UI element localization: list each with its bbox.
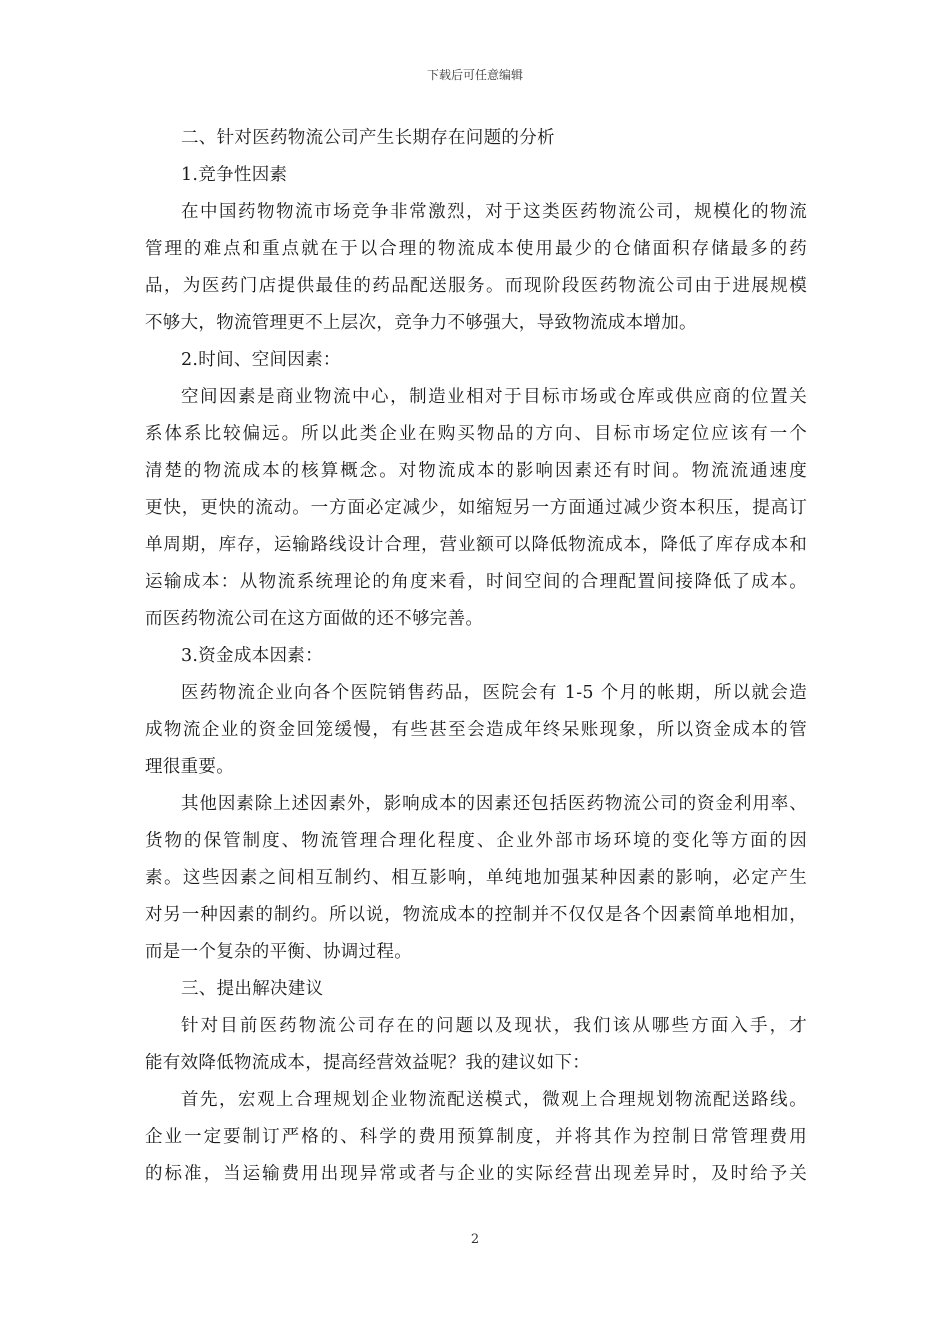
- text-line: 管理的难点和重点就在于以合理的物流成本使用最少的仓储面积存储最多的药: [145, 239, 807, 259]
- text-line: 清楚的物流成本的核算概念。对物流成本的影响因素还有时间。物流流通速度: [145, 461, 807, 481]
- text-line: 针对目前医药物流公司存在的问题以及现状，我们该从哪些方面入手，才: [181, 1016, 807, 1036]
- text-line: 而是一个复杂的平衡、协调过程。: [145, 942, 412, 962]
- text-line: 素。这些因素之间相互制约、相互影响，单纯地加强某种因素的影响，必定产生: [145, 868, 807, 888]
- text-line: 首先，宏观上合理规划企业物流配送模式，微观上合理规划物流配送路线。: [181, 1090, 807, 1110]
- text-line: 2.时间、空间因素：: [181, 350, 341, 370]
- text-line: 系体系比较偏远。所以此类企业在购买物品的方向、目标市场定位应该有一个: [145, 424, 807, 444]
- text-line: 理很重要。: [145, 757, 234, 777]
- text-line: 单周期，库存，运输路线设计合理，营业额可以降低物流成本，降低了库存成本和: [145, 535, 807, 555]
- text-line: 1.竞争性因素: [181, 165, 288, 185]
- text-line: 货物的保管制度、物流管理合理化程度、企业外部市场环境的变化等方面的因: [145, 831, 807, 851]
- text-line: 运输成本：从物流系统理论的角度来看，时间空间的合理配置间接降低了成本。: [145, 572, 807, 592]
- text-line: 能有效降低物流成本，提高经营效益呢？我的建议如下：: [145, 1053, 590, 1073]
- text-line: 三、提出解决建议: [181, 979, 324, 999]
- text-line: 对另一种因素的制约。所以说，物流成本的控制并不仅仅是各个因素简单地相加，: [145, 905, 807, 925]
- text-line: 的标准，当运输费用出现异常或者与企业的实际经营出现差异时，及时给予关: [145, 1164, 807, 1184]
- text-line: 在中国药物物流市场竞争非常激烈，对于这类医药物流公司，规模化的物流: [181, 202, 807, 222]
- text-line: 不够大，物流管理更不上层次，竞争力不够强大，导致物流成本增加。: [145, 313, 697, 333]
- text-line: 品，为医药门店提供最佳的药品配送服务。而现阶段医药物流公司由于进展规模: [145, 276, 807, 296]
- text-line: 空间因素是商业物流中心，制造业相对于目标市场或仓库或供应商的位置关: [181, 387, 807, 407]
- document-body: [145, 120, 807, 1193]
- text-line: 更快，更快的流动。一方面必定减少，如缩短另一方面通过减少资本积压，提高订: [145, 498, 807, 518]
- text-line: 其他因素除上述因素外，影响成本的因素还包括医药物流公司的资金利用率、: [181, 794, 807, 814]
- text-line: 成物流企业的资金回笼缓慢，有些甚至会造成年终呆账现象，所以资金成本的管: [145, 720, 807, 740]
- page-number: 2: [470, 1232, 480, 1247]
- text-line: 二、针对医药物流公司产生长期存在问题的分析: [181, 128, 555, 148]
- page-header: 下载后可任意编辑: [426, 68, 523, 82]
- text-line: 医药物流企业向各个医院销售药品，医院会有 1-5 个月的帐期，所以就会造: [181, 683, 807, 703]
- text-line: 3.资金成本因素：: [181, 646, 323, 666]
- text-line: 企业一定要制订严格的、科学的费用预算制度，并将其作为控制日常管理费用: [145, 1127, 807, 1147]
- text-line: 而医药物流公司在这方面做的还不够完善。: [145, 609, 484, 629]
